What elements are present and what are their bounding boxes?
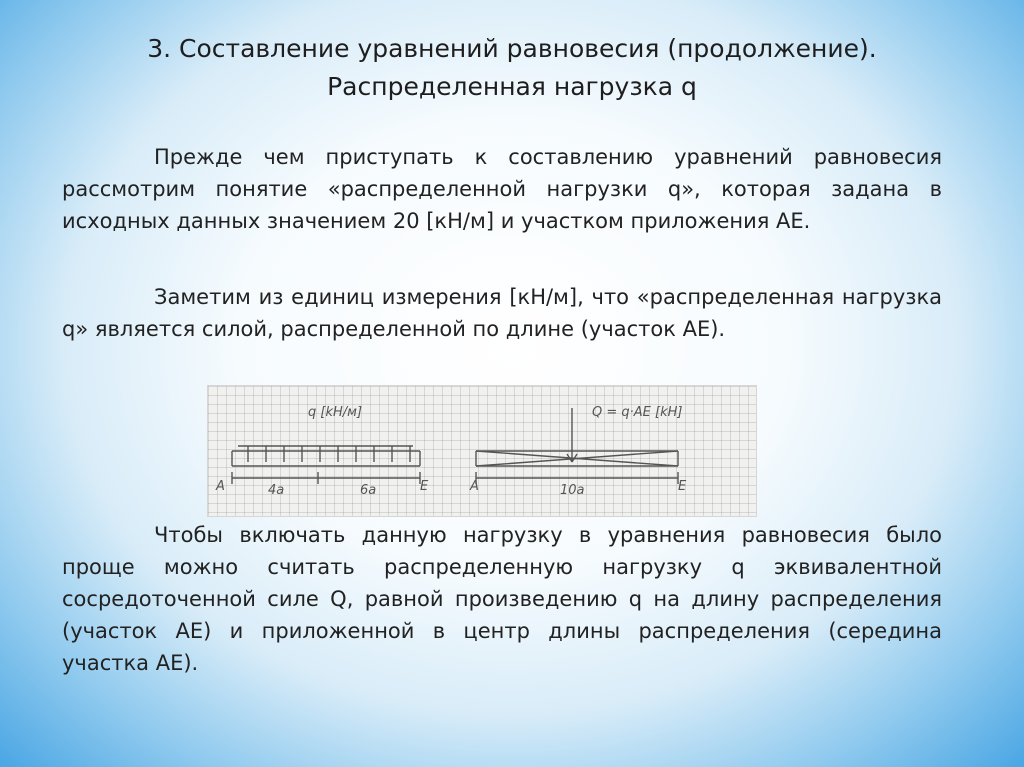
paragraph-equivalent-force (62, 519, 942, 679)
left-point-e: E (420, 479, 429, 494)
paragraph-distributed-load-intro (62, 141, 942, 237)
hand-drawn-beam-figure (207, 385, 757, 517)
right-point-a: A (470, 479, 479, 494)
slide-title-line-1: 3. Составление уравнений равновесия (продолжение). (147, 34, 877, 63)
left-point-a: A (216, 479, 225, 494)
left-load-label: q [kH/м] (308, 405, 363, 420)
paragraph-3-text: Чтобы включать данную нагрузку в уравнения равновесия было проще можно считать распределенную нагрузку q эквивалентной сосредоточенной силе Q, равной произведению q на длину распределения (участок АЕ) и приложенной в центр длины распределения (середина участка АЕ). (62, 523, 942, 675)
right-force-label: Q = q·AE [kH] (592, 405, 683, 420)
paragraph-2-text: Заметим из единиц измерения [кН/м], что «распределенная нагрузка q» является силой, распределенной по длине (участок АЕ). (62, 285, 942, 341)
slide-title (60, 30, 964, 106)
segment-2-label: 6a (360, 483, 377, 498)
slide-title-line-2: Распределенная нагрузка q (327, 72, 697, 101)
segment-1-label: 4a (268, 483, 285, 498)
right-point-e: E (678, 479, 687, 494)
paragraph-units-note (62, 281, 942, 345)
left-beam-sketch (232, 446, 420, 484)
paragraph-1-text: Прежде чем приступать к составлению уравнений равновесия рассмотрим понятие «распределенной нагрузки q», которая задана в исходных данных значением 20 [кН/м] и участком приложения АЕ. (62, 145, 942, 233)
right-segment-label: 10a (560, 483, 585, 498)
beam-sketch (208, 386, 756, 516)
